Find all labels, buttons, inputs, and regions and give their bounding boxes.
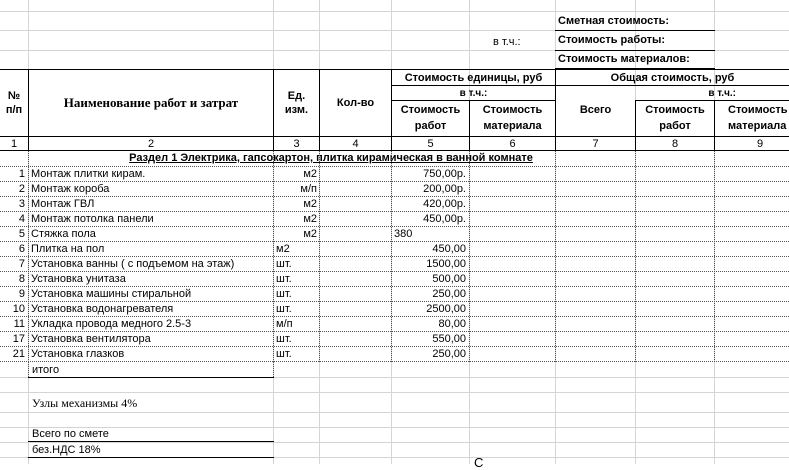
row-work-name: Установка глазков [31,348,125,360]
row-number: 11 [13,318,25,330]
row-unit-labor-cost: 200,00р. [423,183,466,195]
row-unit-labor-cost: 420,00р. [423,198,466,210]
section-title: Раздел 1 Электрика, гапсокартон, плитка кирамическая в ванной комнате [129,152,533,164]
row-unit-labor-cost: 80,00 [438,318,466,330]
row-number: 5 [18,228,25,240]
row-unit-labor-cost: 450,00 [432,243,466,255]
row-unit: шт. [276,303,292,315]
row-divider [0,361,789,362]
row-unit: шт. [276,288,292,300]
header-unit-sub: изм. [284,104,309,116]
column-divider [319,151,320,362]
row-number: 6 [18,243,25,255]
column-divider [28,151,29,362]
total-estimate-label: Всего по смете [32,428,109,440]
col-number: 1 [10,138,18,150]
header-num-sub: п/п [5,104,23,116]
row-unit-labor-cost: 450,00р. [423,213,466,225]
row-work-name: Монтаж ГВЛ [31,198,95,210]
row-unit: шт. [276,333,292,345]
row-number: 10 [12,303,25,315]
row-work-name: Установка машины стиральной [31,288,192,300]
header-total-incl: в т.ч.: [708,88,736,99]
row-number: 17 [12,333,25,345]
column-divider [469,151,470,362]
header-total-cost: Общая стоимость, руб [610,72,735,84]
header-unit-labor-sub: работ [414,120,447,132]
no-vat-label: без.НДС 18% [32,444,101,456]
row-work-name: Укладка провода медного 2.5-3 [31,318,192,330]
column-divider [635,151,636,362]
column-divider [714,151,715,362]
row-unit: м2 [303,228,317,240]
row-work-name: Стяжка пола [31,228,96,240]
row-work-name: Установка ванны ( с подъемом на этаж) [31,258,235,270]
row-unit-labor-cost: 2500,00 [426,303,466,315]
row-unit: м/п [276,318,293,330]
row-unit: шт. [276,348,292,360]
row-work-name: Установка водонагревателя [31,303,174,315]
mechanisms-label: Узлы механизмы 4% [32,396,138,410]
col-number: 3 [293,138,300,150]
row-number: 8 [18,273,25,285]
col-number: 4 [352,138,359,150]
header-total-material-sub: материала [728,120,787,132]
row-number: 7 [18,258,25,270]
summary-incl-label: в т.ч.: [493,36,521,48]
header-unit-incl: в т.ч.: [459,88,488,99]
row-unit-labor-cost: 750,00р. [423,168,466,180]
col-number: 8 [671,138,679,150]
row-work-name: Установка унитаза [31,273,126,285]
row-work-name: Плитка на пол [31,243,105,255]
row-work-name: Монтаж плитки кирам. [31,168,146,180]
partial-text: С [474,455,484,470]
material-cost-label: Стоимость материалов: [558,53,690,65]
row-number: 2 [18,183,25,195]
header-unit-labor: Стоимость [400,104,461,116]
row-number: 1 [18,168,25,180]
row-unit: м2 [303,198,317,210]
header-total-labor-sub: работ [659,120,691,132]
header-total: Всего [579,104,612,116]
row-number: 4 [18,213,25,225]
row-unit-labor-cost: 380 [394,228,413,240]
header-qty: Кол-во [336,97,375,109]
row-work-name: Монтаж потолка панели [31,213,154,225]
column-divider [273,362,274,377]
row-unit: м2 [303,213,317,225]
col-number: 2 [147,138,155,150]
header-name: Наименование работ и затрат [63,95,239,110]
column-divider [273,151,274,362]
col-number: 7 [592,138,599,150]
header-unit-material: Стоимость [482,104,543,116]
header-unit-cost: Стоимость единицы, руб [404,72,543,84]
header-unit: Ед. [287,90,306,102]
row-unit: шт. [276,258,292,270]
row-unit: м2 [303,168,317,180]
row-work-name: Установка вентилятора [31,333,151,345]
row-unit-labor-cost: 500,00 [432,273,466,285]
header-unit-material-sub: материала [483,120,542,132]
column-divider [555,151,556,362]
row-unit-labor-cost: 250,00 [432,348,466,360]
col-number: 9 [756,138,764,150]
row-number: 21 [12,348,25,360]
row-unit: м2 [276,243,290,255]
row-unit-labor-cost: 250,00 [432,288,466,300]
labor-cost-label: Стоимость работы: [558,34,666,46]
header-total-labor: Стоимость [645,104,705,116]
header-total-material: Стоимость [728,104,788,116]
row-unit-labor-cost: 1500,00 [426,258,466,270]
row-number: 9 [18,288,25,300]
header-num: № [7,90,21,102]
row-unit: м/п [300,183,317,195]
column-divider [28,362,29,377]
row-work-name: Монтаж короба [31,183,110,195]
estimated-cost-label: Сметная стоимость: [558,15,670,27]
row-unit: шт. [276,273,292,285]
row-number: 3 [18,198,25,210]
itogo-label: итого [32,364,60,376]
column-divider [391,151,392,362]
row-unit-labor-cost: 550,00 [432,333,466,345]
col-number: 5 [427,138,434,150]
col-number: 6 [509,138,516,150]
